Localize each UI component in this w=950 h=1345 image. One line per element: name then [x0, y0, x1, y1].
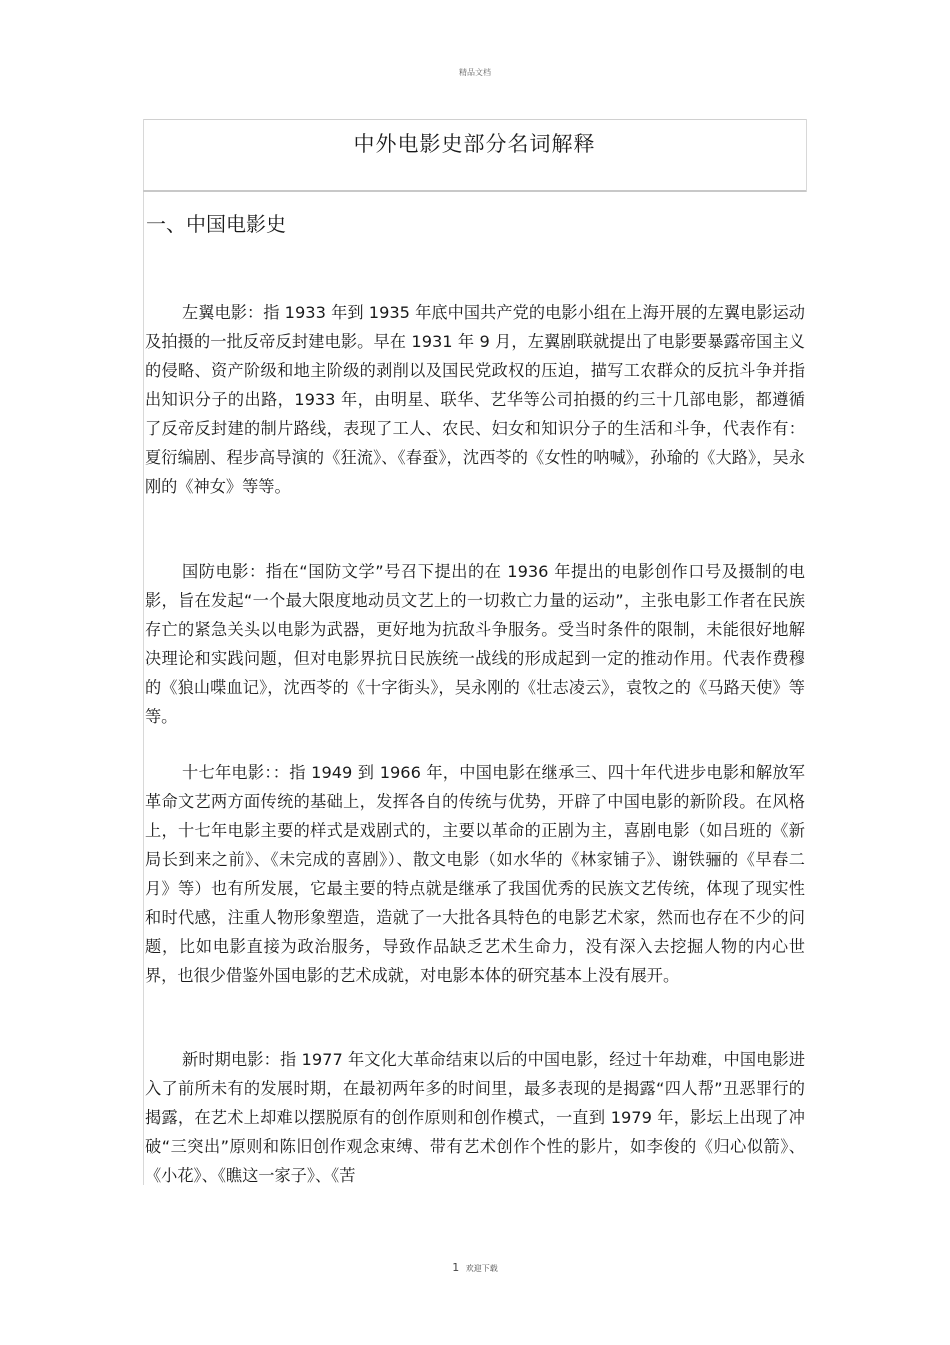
- page-footer: [0, 1261, 950, 1274]
- frame-right-border: [806, 119, 807, 192]
- paragraph-national-defense-film: 国防电影：指在“国防文学”号召下提出的在 1936 年提出的电影创作口号及摄制的电影，旨在发起“一个最大限度地动员文艺上的一切救亡力量的运动”，主张电影工作者在民族存亡的紧急关头以电影为武器，更好地为抗敌斗争服务。受当时条件的限制，未能很好地解决理论和实践问题，但对电影界抗日民族统一战线的形成起到一定的推动作用。代表作费穆的《狼山喋血记》，沈西苓的《十字街头》，吴永刚的《壮志凌云》，袁牧之的《马路天使》等等。: [145, 562, 805, 726]
- frame-left-border: [143, 119, 144, 1185]
- page-number: 1: [452, 1261, 460, 1274]
- paragraph-new-era-film: 新时期电影：指 1977 年文化大革命结束以后的中国电影，经过十年劫难，中国电影进入了前所未有的发展时期，在最初两年多的时间里，最多表现的是揭露“四人帮”丑恶罪行的揭露，在艺术上却难以摆脱原有的创作原则和创作模式，一直到 1979 年，影坛上出现了冲破“三突出”原则和陈旧创作观念束缚、带有艺术创作个性的影片，如李俊的《归心似箭》、《小花》、《瞧这一家子》、《苦: [145, 1050, 805, 1185]
- document-title: 中外电影史部分名词解释: [353, 132, 596, 156]
- title-divider: [143, 190, 806, 192]
- paragraph-left-wing-film: 左翼电影：指 1933 年到 1935 年底中国共产党的电影小组在上海开展的左翼电影运动及拍摄的一批反帝反封建电影。早在 1931 年 9 月，左翼剧联就提出了电影要暴露帝国主义的侵略、资产阶级和地主阶级的剥削以及国民党政权的压迫，描写工农群众的反抗斗争并指出知识分子的出路，1933 年，由明星、联华、艺华等公司拍摄的约三十几部电影，都遵循了反帝反封建的制片路线，表现了工人、农民、妇女和知识分子的生活和斗争，代表作有：夏衍编剧、程步高导演的《狂流》、《春蚕》，沈西苓的《女性的呐喊》，孙瑜的《大路》，吴永刚的《神女》等等。: [145, 303, 805, 496]
- footer-note: 欢迎下载: [465, 1264, 498, 1273]
- paragraph-seventeen-years-film: 十七年电影：：指 1949 到 1966 年，中国电影在继承三、四十年代进步电影和解放军革命文艺两方面传统的基础上，发挥各自的传统与优势，开辟了中国电影的新阶段。在风格上，十七年电影主要的样式是戏剧式的，主要以革命的正剧为主，喜剧电影（如吕班的《新局长到来之前》、《未完成的喜剧》）、散文电影（如水华的《林家铺子》、谢铁骊的《早春二月》等）也有所发展，它最主要的特点就是继承了我国优秀的民族文艺传统，体现了现实性和时代感，注重人物形象塑造，造就了一大批各具特色的电影艺术家，然而也存在不少的问题，比如电影直接为政治服务，导致作品缺乏艺术生命力，没有深入去挖掘人物的内心世界，也很少借鉴外国电影的艺术成就，对电影本体的研究基本上没有展开。: [145, 763, 805, 985]
- frame-top-border: [143, 119, 806, 120]
- section-heading: 一、中国电影史: [146, 212, 286, 236]
- header-note: 精品文档: [459, 68, 491, 77]
